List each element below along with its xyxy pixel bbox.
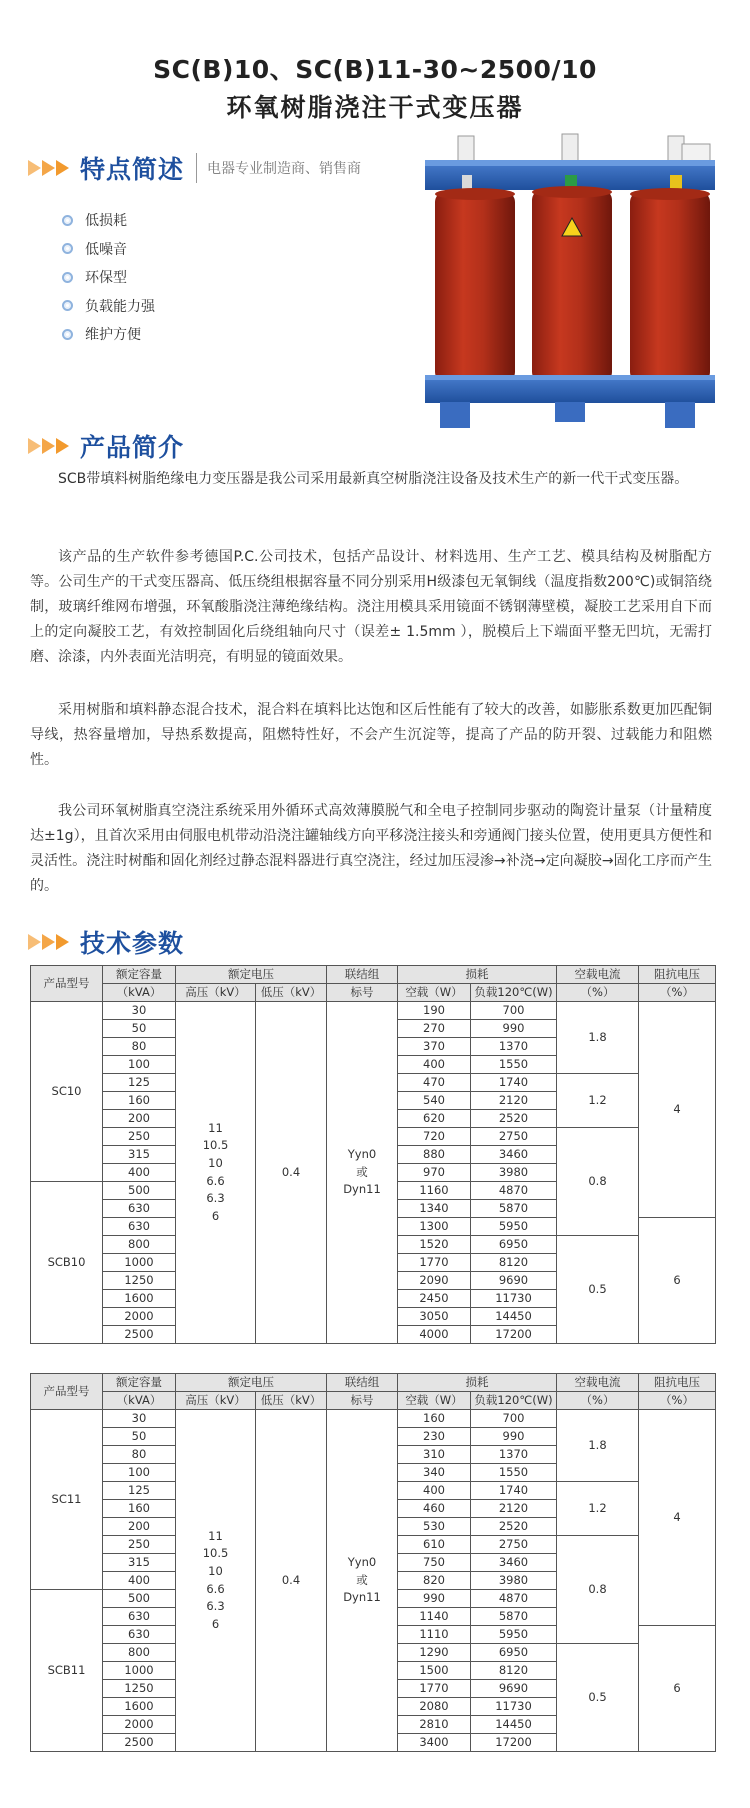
header-impedance-unit: （%） [639,984,716,1002]
no-load-cell: 1520 [398,1236,471,1254]
bullet-icon [62,272,73,283]
no-load-cell: 3400 [398,1734,471,1752]
capacity-cell: 1250 [103,1680,176,1698]
no-load-cell: 400 [398,1482,471,1500]
load-cell: 1550 [471,1464,557,1482]
header-loss: 损耗 [398,966,557,984]
no-load-cell: 340 [398,1464,471,1482]
current-cell: 0.8 [557,1128,639,1236]
header-connection: 联结组 [327,1374,398,1392]
header-load: 负载120℃(W) [471,1392,557,1410]
list-item: 负载能力强 [62,292,155,321]
current-cell: 1.8 [557,1410,639,1482]
capacity-cell: 2500 [103,1326,176,1344]
load-cell: 990 [471,1428,557,1446]
header-lv: 低压（kV） [256,1392,327,1410]
load-cell: 17200 [471,1326,557,1344]
capacity-cell: 80 [103,1446,176,1464]
intro-paragraph-1: SCB带填料树脂绝缘电力变压器是我公司采用最新真空树脂浇注设备及技术生产的新一代干式变压器。 [58,471,689,487]
arrows-icon [28,438,70,454]
no-load-cell: 2090 [398,1272,471,1290]
bullet-icon [62,243,73,254]
load-cell: 700 [471,1410,557,1428]
load-cell: 8120 [471,1254,557,1272]
current-cell: 1.2 [557,1482,639,1536]
load-cell: 5950 [471,1218,557,1236]
header-capacity-unit: （kVA） [103,984,176,1002]
header-model: 产品型号 [31,1374,103,1410]
header-no-load: 空载（W） [398,984,471,1002]
page-subtitle: 环氧树脂浇注干式变压器 [226,93,524,122]
capacity-cell: 2000 [103,1716,176,1734]
features-subheading: 电器专业制造商、销售商 [207,161,362,177]
no-load-cell: 230 [398,1428,471,1446]
model-cell: SCB10 [31,1182,103,1344]
header-current-unit: （%） [557,1392,639,1410]
capacity-cell: 630 [103,1200,176,1218]
intro-paragraph-4: 我公司环氧树脂真空浇注系统采用外循环式高效薄膜脱气和全电子控制同步驱动的陶瓷计量泵（计量精度达±1g），且首次采用由伺服电机带动沿浇注罐轴线方向平移浇注接头和旁通阀门接头位置，使用更具方便性和灵活性。浇注时树酯和固化剂经过静态混料器进行真空浇注，经过加压浸渗→补浇→定向凝胶→固化工序而产生的。 [30,803,712,894]
capacity-cell: 100 [103,1464,176,1482]
no-load-cell: 2810 [398,1716,471,1734]
no-load-cell: 970 [398,1164,471,1182]
load-cell: 1550 [471,1056,557,1074]
hv-cell: 11 10.5 10 6.6 6.3 6 [176,1410,256,1752]
capacity-cell: 630 [103,1626,176,1644]
no-load-cell: 1770 [398,1680,471,1698]
table-row [31,1002,716,1020]
intro-paragraph-3: 采用树脂和填料静态混合技术，混合料在填料比达饱和区后性能有了较大的改善，如膨胀系数更加匹配铜导线，热容量增加，导热系数提高，阻燃特性好，不会产生沉淀等，提高了产品的防开裂、过载能力和阻燃性。 [30,702,712,768]
no-load-cell: 530 [398,1518,471,1536]
capacity-cell: 1000 [103,1662,176,1680]
intro-heading: 产品简介 [80,433,185,462]
impedance-cell: 6 [639,1218,716,1344]
list-item: 维护方便 [62,320,155,349]
capacity-cell: 80 [103,1038,176,1056]
specs-header [28,924,184,960]
list-item: 低损耗 [62,206,155,235]
no-load-cell: 820 [398,1572,471,1590]
capacity-cell: 200 [103,1518,176,1536]
load-cell: 5870 [471,1200,557,1218]
bullet-icon [62,300,73,311]
header-model: 产品型号 [31,966,103,1002]
no-load-cell: 990 [398,1590,471,1608]
no-load-cell: 2080 [398,1698,471,1716]
hv-cell: 11 10.5 10 6.6 6.3 6 [176,1002,256,1344]
specs-heading: 技术参数 [80,929,185,958]
bullet-icon [62,215,73,226]
no-load-cell: 160 [398,1410,471,1428]
load-cell: 2750 [471,1536,557,1554]
current-cell: 0.5 [557,1236,639,1344]
load-cell: 1740 [471,1074,557,1092]
no-load-cell: 460 [398,1500,471,1518]
features-list [62,206,155,349]
load-cell: 9690 [471,1680,557,1698]
load-cell: 3980 [471,1572,557,1590]
load-cell: 1370 [471,1446,557,1464]
impedance-cell: 4 [639,1410,716,1626]
capacity-cell: 160 [103,1092,176,1110]
no-load-cell: 1770 [398,1254,471,1272]
no-load-cell: 2450 [398,1290,471,1308]
table-row [31,1410,716,1428]
capacity-cell: 30 [103,1410,176,1428]
capacity-cell: 250 [103,1128,176,1146]
capacity-cell: 160 [103,1500,176,1518]
bullet-icon [62,329,73,340]
header-hv: 高压（kV） [176,1392,256,1410]
impedance-cell: 4 [639,1002,716,1218]
current-cell: 1.2 [557,1074,639,1128]
load-cell: 9690 [471,1272,557,1290]
list-item: 环保型 [62,263,155,292]
capacity-cell: 30 [103,1002,176,1020]
no-load-cell: 1500 [398,1662,471,1680]
capacity-cell: 630 [103,1608,176,1626]
model-cell: SC10 [31,1002,103,1182]
header-connection: 联结组 [327,966,398,984]
no-load-cell: 4000 [398,1326,471,1344]
divider [196,153,197,183]
page-title: SC(B)10、SC(B)11-30~2500/10 [153,55,597,84]
load-cell: 3980 [471,1164,557,1182]
no-load-cell: 620 [398,1110,471,1128]
header-capacity: 额定容量 [103,966,176,984]
load-cell: 3460 [471,1554,557,1572]
header-current-unit: （%） [557,984,639,1002]
no-load-cell: 720 [398,1128,471,1146]
connection-cell: Yyn0 或 Dyn11 [327,1410,398,1752]
load-cell: 3460 [471,1146,557,1164]
header-lv: 低压（kV） [256,984,327,1002]
header-loss: 损耗 [398,1374,557,1392]
capacity-cell: 400 [103,1164,176,1182]
no-load-cell: 1340 [398,1200,471,1218]
capacity-cell: 2500 [103,1734,176,1752]
transformer-image [420,130,725,435]
capacity-cell: 250 [103,1536,176,1554]
no-load-cell: 310 [398,1446,471,1464]
load-cell: 6950 [471,1644,557,1662]
current-cell: 0.8 [557,1536,639,1644]
capacity-cell: 50 [103,1020,176,1038]
current-cell: 0.5 [557,1644,639,1752]
header-capacity: 额定容量 [103,1374,176,1392]
load-cell: 2520 [471,1518,557,1536]
header-impedance: 阻抗电压 [639,966,716,984]
no-load-cell: 1110 [398,1626,471,1644]
lv-cell: 0.4 [256,1002,327,1344]
no-load-cell: 400 [398,1056,471,1074]
capacity-cell: 1600 [103,1698,176,1716]
capacity-cell: 400 [103,1572,176,1590]
list-item: 低噪音 [62,235,155,264]
load-cell: 11730 [471,1698,557,1716]
capacity-cell: 500 [103,1182,176,1200]
capacity-cell: 50 [103,1428,176,1446]
load-cell: 4870 [471,1590,557,1608]
load-cell: 6950 [471,1236,557,1254]
spec-table [30,1373,716,1752]
header-rated-voltage: 额定电压 [176,1374,327,1392]
no-load-cell: 1300 [398,1218,471,1236]
load-cell: 14450 [471,1716,557,1734]
capacity-cell: 630 [103,1218,176,1236]
capacity-cell: 315 [103,1146,176,1164]
load-cell: 8120 [471,1662,557,1680]
header-no-load: 空载（W） [398,1392,471,1410]
header-impedance-unit: （%） [639,1392,716,1410]
capacity-cell: 1600 [103,1290,176,1308]
impedance-cell: 6 [639,1626,716,1752]
header-capacity-unit: （kVA） [103,1392,176,1410]
header-no-load-current: 空载电流 [557,1374,639,1392]
no-load-cell: 370 [398,1038,471,1056]
load-cell: 1370 [471,1038,557,1056]
no-load-cell: 3050 [398,1308,471,1326]
features-heading: 特点简述 [80,155,185,184]
no-load-cell: 470 [398,1074,471,1092]
load-cell: 2120 [471,1092,557,1110]
no-load-cell: 270 [398,1020,471,1038]
load-cell: 17200 [471,1734,557,1752]
no-load-cell: 190 [398,1002,471,1020]
header-no-load-current: 空载电流 [557,966,639,984]
connection-cell: Yyn0 或 Dyn11 [327,1002,398,1344]
load-cell: 4870 [471,1182,557,1200]
no-load-cell: 1140 [398,1608,471,1626]
header-hv: 高压（kV） [176,984,256,1002]
intro-header [28,428,184,464]
header-rated-voltage: 额定电压 [176,966,327,984]
features-header [28,150,361,186]
no-load-cell: 1160 [398,1182,471,1200]
capacity-cell: 1250 [103,1272,176,1290]
no-load-cell: 540 [398,1092,471,1110]
no-load-cell: 750 [398,1554,471,1572]
no-load-cell: 610 [398,1536,471,1554]
current-cell: 1.8 [557,1002,639,1074]
header-connection-sub: 标号 [327,984,398,1002]
capacity-cell: 500 [103,1590,176,1608]
arrows-icon [28,160,70,176]
lv-cell: 0.4 [256,1410,327,1752]
capacity-cell: 2000 [103,1308,176,1326]
header-impedance: 阻抗电压 [639,1374,716,1392]
load-cell: 700 [471,1002,557,1020]
load-cell: 990 [471,1020,557,1038]
load-cell: 2120 [471,1500,557,1518]
no-load-cell: 1290 [398,1644,471,1662]
capacity-cell: 125 [103,1482,176,1500]
no-load-cell: 880 [398,1146,471,1164]
load-cell: 14450 [471,1308,557,1326]
intro-paragraph-2: 该产品的生产软件参考德国P.C.公司技术，包括产品设计、材料选用、生产工艺、模具结构及树脂配方等。公司生产的干式变压器高、低压绕组根据容量不同分别采用H级漆包无氧铜线（温度指数200℃)或铜箔绕制，玻璃纤维网布增强，环氧酸脂浇注薄绝缘结构。浇注用模具采用镜面不锈钢薄壁模，凝胶工艺采用自下而上的定向凝胶工艺，有效控制固化后绕组轴向尺寸（误差± 1.5mm ），脱模后上下端面平整无凹坑，无需打磨、涂漆，内外表面光洁明亮，有明显的镜面效果。 [30,549,712,665]
spec-table [30,965,716,1344]
model-cell: SCB11 [31,1590,103,1752]
capacity-cell: 125 [103,1074,176,1092]
capacity-cell: 1000 [103,1254,176,1272]
capacity-cell: 200 [103,1110,176,1128]
arrows-icon [28,934,70,950]
model-cell: SC11 [31,1410,103,1590]
capacity-cell: 315 [103,1554,176,1572]
load-cell: 2750 [471,1128,557,1146]
load-cell: 2520 [471,1110,557,1128]
load-cell: 1740 [471,1482,557,1500]
capacity-cell: 800 [103,1236,176,1254]
capacity-cell: 100 [103,1056,176,1074]
header-connection-sub: 标号 [327,1392,398,1410]
capacity-cell: 800 [103,1644,176,1662]
load-cell: 5950 [471,1626,557,1644]
load-cell: 11730 [471,1290,557,1308]
load-cell: 5870 [471,1608,557,1626]
header-load: 负载120℃(W) [471,984,557,1002]
